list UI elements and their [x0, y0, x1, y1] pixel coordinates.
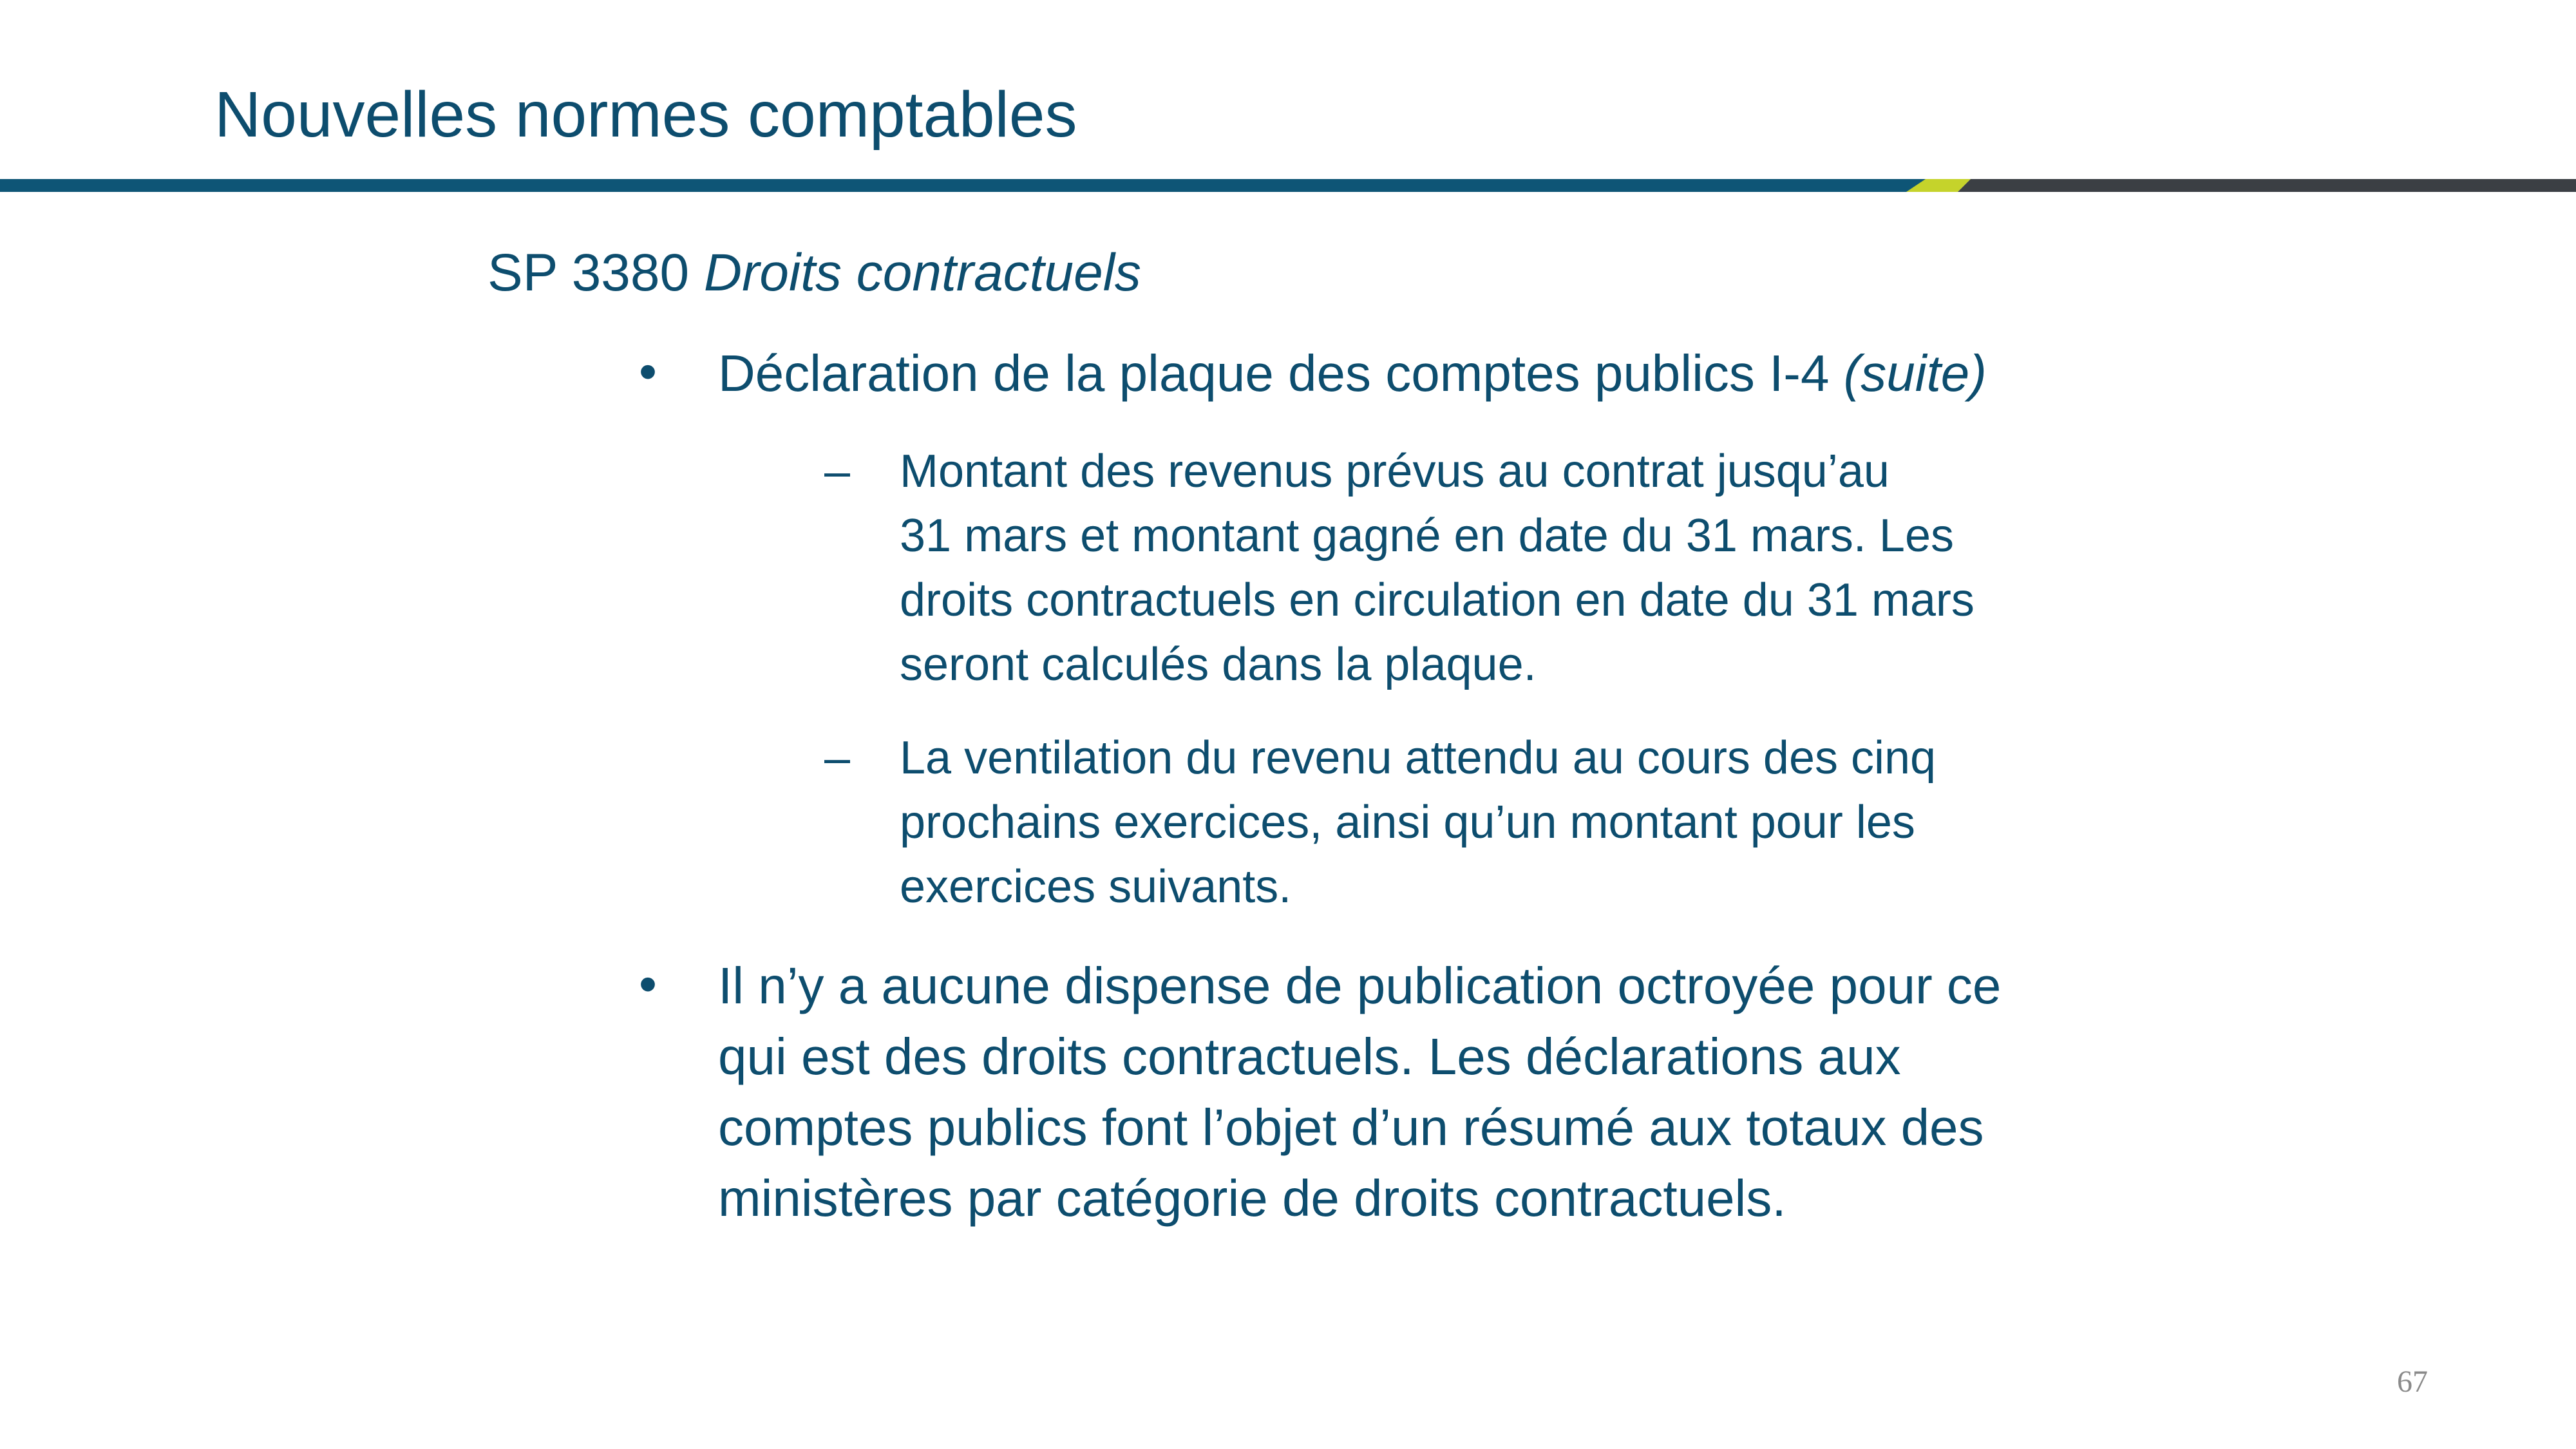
header-rule-blue [0, 179, 1926, 192]
sub-item-line: La ventilation du revenu attendu au cours des cinq [900, 732, 1937, 784]
header-rule-dark [1958, 179, 2576, 192]
sub-item-line: seront calculés dans la plaque. [900, 639, 1537, 690]
section-name: Droits contractuels [703, 243, 1141, 302]
bullet-line: comptes publics font l’objet d’un résumé aux totaux des [718, 1099, 1984, 1156]
bullet-marker: • [639, 343, 658, 400]
bullet-line: ministères par catégorie de droits contractuels. [718, 1170, 1786, 1227]
header-rule [0, 179, 2576, 192]
bullet-text-main: Déclaration de la plaque des comptes publics I-4 [718, 345, 1844, 402]
section-code: SP 3380 [488, 243, 704, 302]
bullet-text-italic: (suite) [1843, 345, 1987, 402]
sub-item-text [900, 726, 2078, 919]
sub-item-marker: – [824, 732, 851, 784]
sub-item-line: prochains exercices, ainsi qu’un montant pour les [900, 797, 1915, 848]
bullet-marker: • [639, 955, 658, 1012]
sub-item-line: droits contractuels en circulation en date du 31 mars [900, 574, 1975, 626]
section-heading [488, 242, 1141, 305]
bullet-text [718, 338, 2103, 409]
sub-item-marker: – [824, 446, 851, 497]
bullet-line: qui est des droits contractuels. Les déclarations aux [718, 1028, 1901, 1085]
sub-item-line: Montant des revenus prévus au contrat jusqu’au [900, 446, 1889, 497]
sub-item-text [900, 439, 2078, 697]
bullet-text [718, 951, 2103, 1234]
sub-item-line: exercices suivants. [900, 861, 1292, 913]
slide-title: Nouvelles normes comptables [214, 79, 1077, 151]
bullet-line: Il n’y a aucune dispense de publication octroyée pour ce [718, 957, 2002, 1014]
sub-item-line: 31 mars et montant gagné en date du 31 mars. Les [900, 510, 1955, 562]
page-number: 67 [2397, 1365, 2428, 1399]
